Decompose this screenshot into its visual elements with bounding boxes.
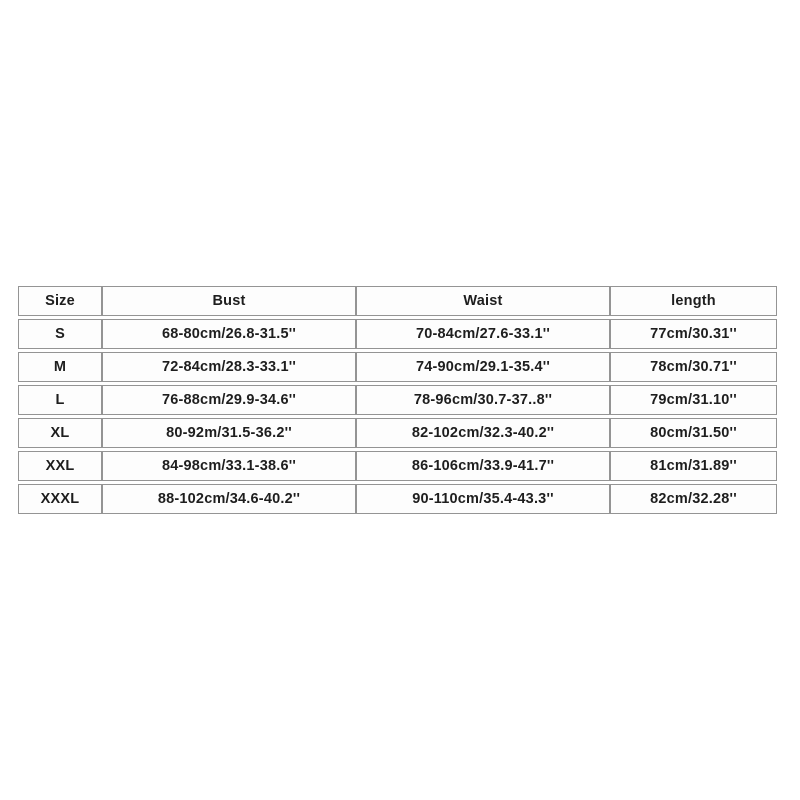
length-cell: 80cm/31.50'' (610, 418, 777, 448)
size-cell: XL (18, 418, 102, 448)
length-cell: 82cm/32.28'' (610, 484, 777, 514)
table-row-xl (18, 418, 777, 448)
bust-cell: 84-98cm/33.1-38.6'' (102, 451, 356, 481)
column-header-bust: Bust (102, 286, 356, 316)
waist-cell: 82-102cm/32.3-40.2'' (356, 418, 610, 448)
size-cell: S (18, 319, 102, 349)
size-cell: M (18, 352, 102, 382)
waist-cell: 78-96cm/30.7-37..8'' (356, 385, 610, 415)
bust-cell: 72-84cm/28.3-33.1'' (102, 352, 356, 382)
bust-cell: 76-88cm/29.9-34.6'' (102, 385, 356, 415)
bust-cell: 80-92m/31.5-36.2'' (102, 418, 356, 448)
length-cell: 81cm/31.89'' (610, 451, 777, 481)
length-cell: 78cm/30.71'' (610, 352, 777, 382)
waist-cell: 74-90cm/29.1-35.4'' (356, 352, 610, 382)
waist-cell: 70-84cm/27.6-33.1'' (356, 319, 610, 349)
size-chart-container (18, 283, 777, 517)
table-row-xxxl (18, 484, 777, 514)
column-header-length: length (610, 286, 777, 316)
table-row-xxl (18, 451, 777, 481)
table-row-s (18, 319, 777, 349)
column-header-size: Size (18, 286, 102, 316)
length-cell: 77cm/30.31'' (610, 319, 777, 349)
length-cell: 79cm/31.10'' (610, 385, 777, 415)
waist-cell: 86-106cm/33.9-41.7'' (356, 451, 610, 481)
column-header-waist: Waist (356, 286, 610, 316)
size-cell: XXXL (18, 484, 102, 514)
header-row (18, 286, 777, 316)
table-row-l (18, 385, 777, 415)
size-cell: L (18, 385, 102, 415)
bust-cell: 88-102cm/34.6-40.2'' (102, 484, 356, 514)
bust-cell: 68-80cm/26.8-31.5'' (102, 319, 356, 349)
size-chart-table (18, 283, 777, 517)
size-cell: XXL (18, 451, 102, 481)
table-row-m (18, 352, 777, 382)
waist-cell: 90-110cm/35.4-43.3'' (356, 484, 610, 514)
